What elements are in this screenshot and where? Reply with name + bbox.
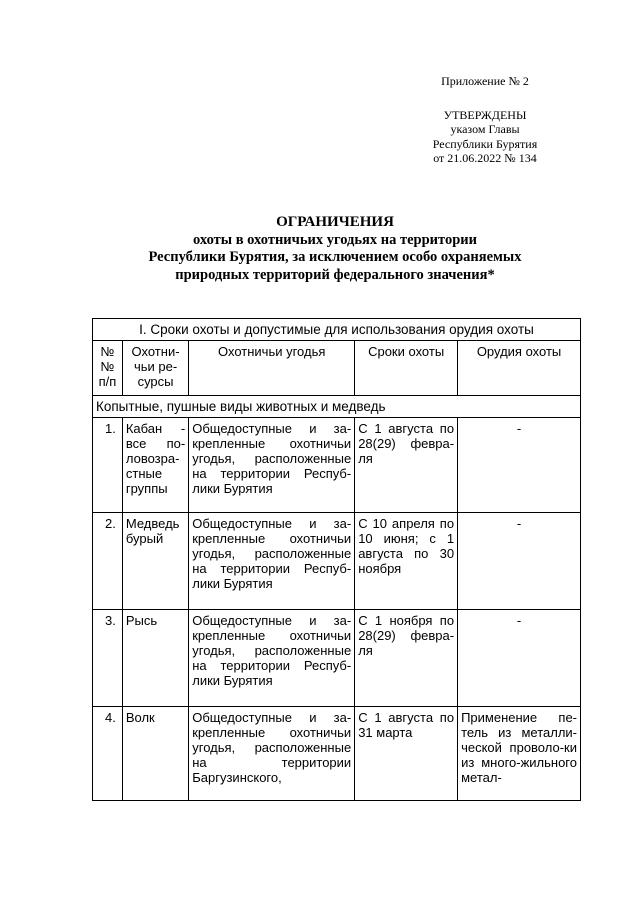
- row-resource: Кабан - все по-ловозра-стные группы: [122, 418, 188, 513]
- row-num: 2.: [93, 513, 123, 610]
- row-tools: -: [458, 513, 581, 610]
- row-resource: Медведь бурый: [122, 513, 188, 610]
- decree-line-2: Республики Бурятия: [432, 136, 538, 151]
- row-grounds: Общедоступные и за-крепленные охотничьи угодья, расположенные на территории Баргузинского,: [189, 707, 355, 801]
- row-tools: -: [458, 418, 581, 513]
- table-row: [93, 418, 581, 513]
- section-header-row: [93, 319, 581, 341]
- header-num: №№ п/п: [93, 341, 123, 396]
- header-resource: Охотни-чьи ре-сурсы: [122, 341, 188, 396]
- row-num: 1.: [93, 418, 123, 513]
- approval-block: [410, 74, 560, 166]
- row-dates: С 1 ноября по 28(29) февра-ля: [355, 610, 458, 707]
- title-line-2: охоты в охотничьих угодьях на территории: [193, 231, 477, 248]
- row-num: 3.: [93, 610, 123, 707]
- row-tools: Применение пе-тель из металли-ческой проволо-ки из много-жильного метал-: [458, 707, 581, 801]
- row-num: 4.: [93, 707, 123, 801]
- row-grounds: Общедоступные и за-крепленные охотничьи угодья, расположенные на территории Респуб-лики Бурятия: [189, 513, 355, 610]
- section-title: I. Сроки охоты и допустимые для использования орудия охоты: [93, 319, 581, 341]
- row-dates: С 1 августа по 31 марта: [355, 707, 458, 801]
- row-resource: Рысь: [122, 610, 188, 707]
- title-line-3: Республики Бурятия, за исключением особо охраняемых: [148, 249, 522, 265]
- table-row: [93, 707, 581, 801]
- header-tools: Орудия охоты: [458, 341, 581, 396]
- row-grounds: Общедоступные и за-крепленные охотничьи угодья, расположенные на территории Респуб-лики Бурятия: [189, 610, 355, 707]
- approved-label: УТВЕРЖДЕНЫ: [443, 107, 527, 122]
- group-title: Копытные, пушные виды животных и медведь: [93, 396, 581, 418]
- row-tools: -: [458, 610, 581, 707]
- row-resource: Волк: [122, 707, 188, 801]
- row-dates: С 1 августа по 28(29) февра-ля: [355, 418, 458, 513]
- title-line-1: ОГРАНИЧЕНИЯ: [276, 214, 394, 230]
- table-row: [93, 610, 581, 707]
- restrictions-table: [92, 318, 581, 801]
- document-title: [60, 214, 610, 284]
- table-row: [93, 513, 581, 610]
- appendix-label: Приложение № 2: [441, 74, 529, 88]
- header-dates: Сроки охоты: [355, 341, 458, 396]
- header-grounds: Охотничьи угодья: [189, 341, 355, 396]
- decree-date: от 21.06.2022 № 134: [433, 151, 537, 165]
- group-row: [93, 396, 581, 418]
- row-grounds: Общедоступные и за-крепленные охотничьи угодья, расположенные на территории Респуб-лики Бурятия: [189, 418, 355, 513]
- column-header-row: [93, 341, 581, 396]
- title-line-4: природных территорий федерального значения*: [175, 266, 495, 283]
- row-dates: С 10 апреля по 10 июня; с 1 августа по 30 ноября: [355, 513, 458, 610]
- decree-line-1: указом Главы: [450, 122, 520, 136]
